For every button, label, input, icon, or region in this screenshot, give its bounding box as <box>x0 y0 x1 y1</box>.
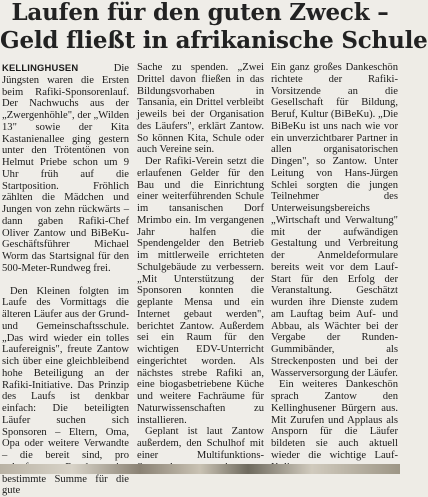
article-column-2 <box>137 62 264 473</box>
paragraph-6: Ein ganz großes Dankeschön richtete der Rafiki-Vorsitzende an die Gesellschaft für Bildung, Beruf, Kultur (BiBeKu). „Die BiBeKu ist uns nach wie vor ein unverzichtbarer Partner in allen organisatorischen Dingen", so Zantow. Unter Leitung von Hans-Jürgen Schlei sorgten die jungen Teilnehmer des Unterweisungsbereichs „Wirtschaft und Verwaltung" mit der aufwändigen Gestaltung und Verbreitung der Anmeldeformulare bereits weit vor dem Lauf-Start für den Erfolg der Veranstaltung. Geschätzt wurden ihre Dienste zudem am Lauftag beim Auf- und Abbau, als Wächter bei der Vergabe der Runden-Gummibänder, als Streckenposten und bei der Wasserversorgung der Läufer. <box>271 62 398 379</box>
paragraph-7 <box>271 379 398 473</box>
paragraph-4: Der Rafiki-Verein setzt die erlaufenen Gelder für den Bau und die Einrichtung einer weiterführenden Schule im tansanischen Dorf Mrimbo ein. Im vergangenen Jahr halfen die Spendengelder den Betrieb im mittlerweile errichteten Schulgebäude zu verbessern. „Mit Unterstützung der Sponsoren konnten die geplante Mensa und ein Internet gebaut werden", berichtet Zantow. Außerdem sei ein Raum für den wichtigen EDV-Unterricht eingerichtet worden. Als nächstes strebe Rafiki an, eine biogasbetriebene Küche und weitere Fachräume für Naturwissenschaften zu installieren. <box>137 156 264 426</box>
paragraph-2: Den Kleinen folgten im Laufe des Vormittags die älteren Läufer aus der Grund- und Gemeinschaftsschule. „Das wird wieder ein tolles Laufereignis", freute Zantow sich über eine gleichbleibend hohe Beteiligung an der Rafiki-Initiative. Das Prinzip des Laufs ist denkbar einfach: Die beteiligten Läufer suchen sich Sponsoren – Eltern, Oma, Opa oder weitere Verwandte – die bereit sind, pro bestimmte Summe für die gute <box>2 286 129 497</box>
headline-line-1: Laufen für den guten Zweck – <box>0 0 400 27</box>
paragraph-7-text: Ein weiteres Dankeschön sprach Zantow den Kellinghusener Bürgern aus. Mit Zurufen und Applaus als Ansporn für die Läufer bildeten sie auch aktuell wieder die wichtige Lauf- <box>271 379 398 472</box>
article-column-3 <box>271 62 398 473</box>
paragraph-1-text: Die Jüngsten waren die Ersten beim Rafiki-Sponsorenlauf. Der Nachwuchs aus der „Zwergenhöhle", der „Wilden 13" sowie der Kita Kastanienallee ging gestern unter den Trötentönen von Helmut Priebe schon um 9 Uhr früh auf die Startposition. Fröhlich zählten die Mädchen und Jungen von zehn rückwärts – dann gaben Rafiki-Chef Oliver Zantow und BiBeKu-Geschäftsführer Michael Worm das Startsignal für den 500-Meter-Rundweg frei. <box>2 63 129 274</box>
headline-line-2: Geld fließt in afrikanische Schule <box>0 27 400 55</box>
paragraph-3: Sache zu spenden. „Zwei Drittel davon fließen in das Bildungsvorhaben in Tansania, ein Drittel verbleibt jeweils bei der Organisation des Läufers", erklärt Zantow. So können Kita, Schule oder auch Vereine sein. <box>137 62 264 156</box>
paragraph-5: Geplant ist laut Zantow außerdem, den Schulhof mit einer Multifunktions- <box>137 426 264 473</box>
dateline: KELLINGHUSEN <box>2 62 78 73</box>
article-column-1 <box>2 62 129 497</box>
photo-edge <box>0 464 400 474</box>
paragraph-1 <box>2 62 129 275</box>
